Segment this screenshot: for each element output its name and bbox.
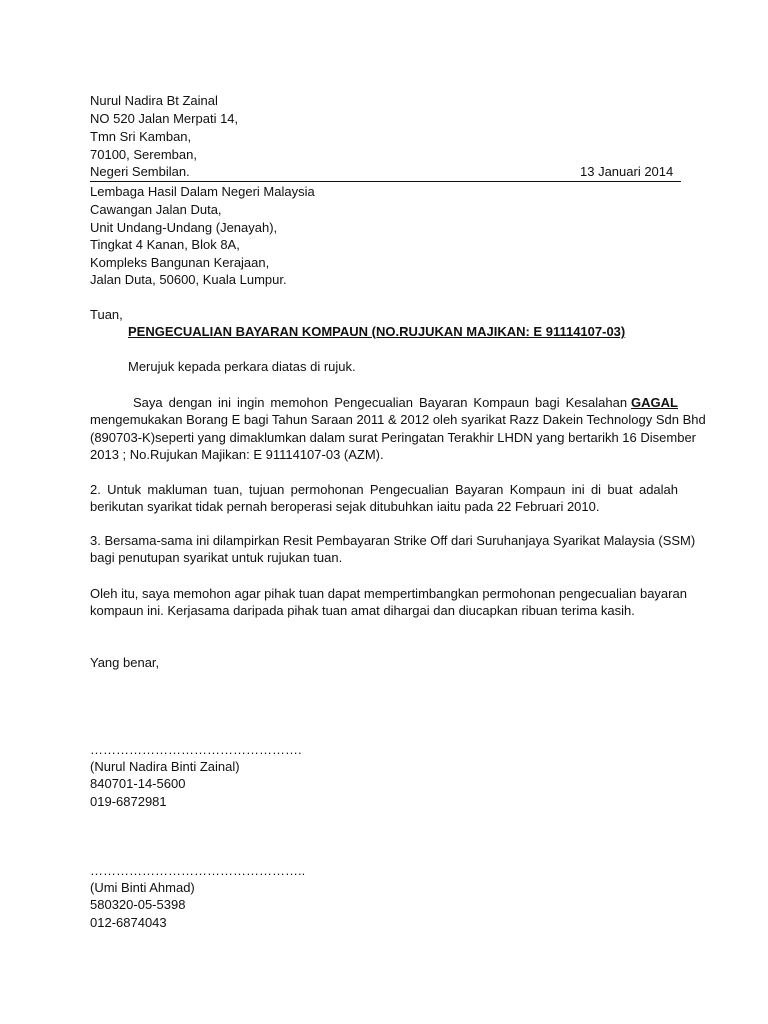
gagal-emphasis: GAGAL <box>631 395 678 410</box>
para1-text: Saya dengan ini ingin memohon Pengecualian Bayaran Kompaun bagi Kesalahan <box>133 395 628 410</box>
closing: Yang benar, <box>90 655 160 670</box>
signatory-phone: 019-6872981 <box>90 794 167 809</box>
signatory-ic: 840701-14-5600 <box>90 776 186 791</box>
recipient-line: Unit Undang-Undang (Jenayah), <box>90 220 278 235</box>
para3-line: bagi penutupan syarikat untuk rujukan tuan. <box>90 550 343 565</box>
recipient-line: Jalan Duta, 50600, Kuala Lumpur. <box>90 272 287 287</box>
signature-line: …………………………………………. <box>90 742 302 757</box>
recipient-line: Kompleks Bangunan Kerajaan, <box>90 255 270 270</box>
signature-line: ………………………………………….. <box>90 863 306 878</box>
letter-date: 13 Januari 2014 <box>580 164 674 179</box>
sender-address-line: Tmn Sri Kamban, <box>90 129 192 144</box>
sender-address-line: NO 520 Jalan Merpati 14, <box>90 111 239 126</box>
recipient-line: Cawangan Jalan Duta, <box>90 202 222 217</box>
para1-line: 2013 ; No.Rujukan Majikan: E 91114107-03 (AZM). <box>90 447 384 462</box>
signatory-ic: 580320-05-5398 <box>90 897 186 912</box>
subject-heading: PENGECUALIAN BAYARAN KOMPAUN (NO.RUJUKAN MAJIKAN: E 91114107-03) <box>128 324 626 339</box>
sender-address-line: Negeri Sembilan. <box>90 164 190 179</box>
para2-line: 2. Untuk makluman tuan, tujuan permohonan Pengecualian Bayaran Kompaun ini di buat adalah <box>90 482 678 497</box>
signatory-name: (Umi Binti Ahmad) <box>90 880 195 895</box>
reference-line: Merujuk kepada perkara diatas di rujuk. <box>128 359 356 374</box>
header-divider <box>90 181 681 182</box>
para4-line: kompaun ini. Kerjasama daripada pihak tuan amat dihargai dan diucapkan ribuan terima kasih. <box>90 603 635 618</box>
recipient-line: Lembaga Hasil Dalam Negeri Malaysia <box>90 184 315 199</box>
recipient-line: Tingkat 4 Kanan, Blok 8A, <box>90 237 240 252</box>
signatory-name: (Nurul Nadira Binti Zainal) <box>90 759 240 774</box>
para4-line: Oleh itu, saya memohon agar pihak tuan dapat mempertimbangkan permohonan pengecualian bayaran <box>90 586 687 601</box>
para3-line: 3. Bersama-sama ini dilampirkan Resit Pembayaran Strike Off dari Suruhanjaya Syarikat Malaysia (SSM) <box>90 533 696 548</box>
sender-name: Nurul Nadira Bt Zainal <box>90 93 218 108</box>
para2-line: berikutan syarikat tidak pernah beroperasi sejak ditubuhkan iaitu pada 22 Februari 2010. <box>90 499 600 514</box>
para1-line: (890703-K)seperti yang dimaklumkan dalam surat Peringatan Terakhir LHDN yang bertarikh 16 Disember <box>90 430 696 445</box>
salutation: Tuan, <box>90 307 123 322</box>
para1-line <box>133 394 678 412</box>
para1-line: mengemukakan Borang E bagi Tahun Saraan 2011 & 2012 oleh syarikat Razz Dakein Technology Sdn Bhd <box>90 412 706 427</box>
sender-address-line: 70100, Seremban, <box>90 147 197 162</box>
signatory-phone: 012-6874043 <box>90 915 167 930</box>
